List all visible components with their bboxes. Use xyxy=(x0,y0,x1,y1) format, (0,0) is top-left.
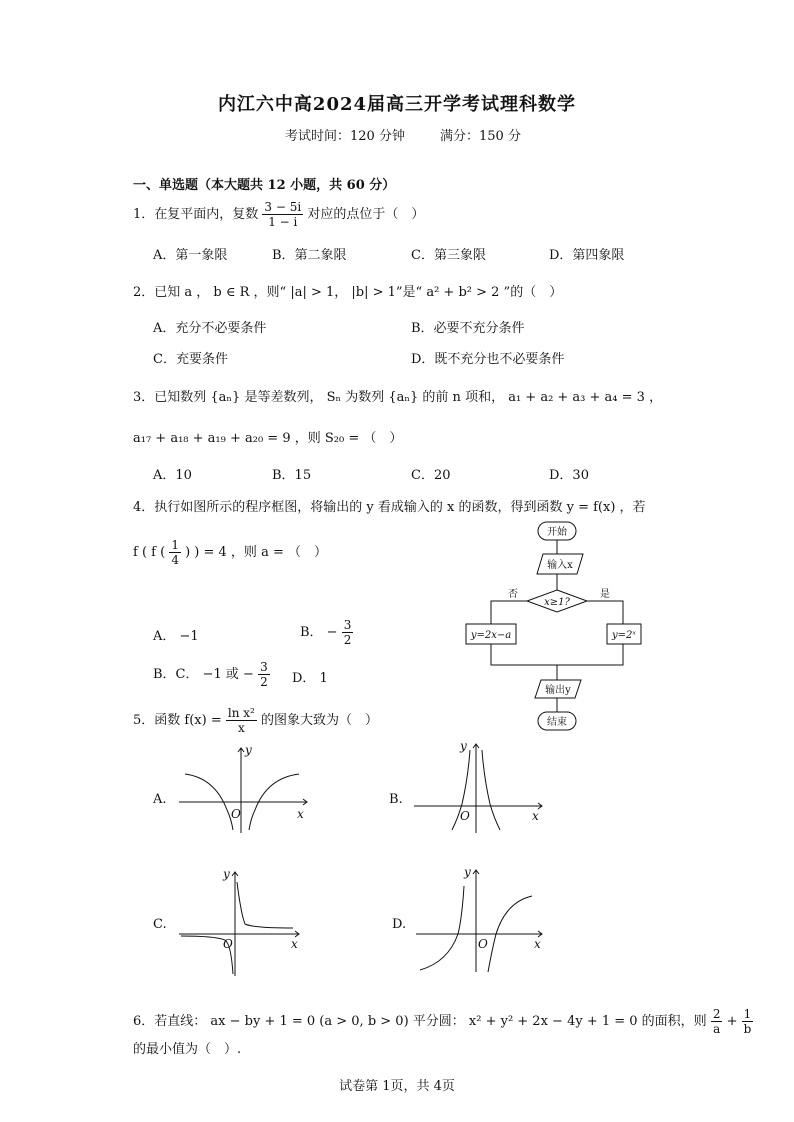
q4-option-c xyxy=(153,660,270,689)
graph-d xyxy=(412,862,550,976)
question-6-line2: 的最小值为（ ）. xyxy=(133,1042,242,1057)
graph-a xyxy=(175,740,315,835)
flow-input-label: 输入x xyxy=(547,560,573,571)
q4-option-b-prefix: B． − xyxy=(300,625,338,640)
q4-den: 4 xyxy=(171,553,179,567)
q1-fraction xyxy=(262,200,303,229)
question-4-line2 xyxy=(133,538,327,567)
graph-d-origin: O xyxy=(478,937,488,951)
q1-suffix: 对应的点位于（ ） xyxy=(307,207,425,222)
q1-num: 3 − 5i xyxy=(264,200,302,214)
q6-f1-num: 2 xyxy=(712,1007,721,1021)
question-1 xyxy=(133,200,424,229)
question-4-line1: 4．执行如图所示的程序框图，将输出的 y 看成输入的 x 的函数，得到函数 y = f(x) ，若 xyxy=(133,500,646,515)
q6-fraction-2 xyxy=(742,1007,754,1036)
q1-prefix: 1．在复平面内，复数 xyxy=(133,207,259,222)
q5-fraction xyxy=(226,706,257,735)
graph-b xyxy=(410,738,550,835)
q1-option-a: A．第一象限 xyxy=(153,248,228,263)
graph-a-label: A. xyxy=(153,792,167,807)
graph-a-x-label: x xyxy=(297,807,304,821)
q4-option-d: D． 1 xyxy=(292,671,328,686)
q2-option-d: D．既不充分也不必要条件 xyxy=(411,352,565,367)
flow-start-label: 开始 xyxy=(547,527,567,538)
graph-c-origin: O xyxy=(223,937,233,951)
q4-option-b xyxy=(300,618,353,647)
graph-b-origin: O xyxy=(460,809,470,823)
q2-option-b: B．必要不充分条件 xyxy=(411,321,525,336)
page-title: 内江六中高2024届高三开学考试理科数学 xyxy=(217,94,577,115)
q2-option-c: C．充要条件 xyxy=(153,352,228,367)
q4-option-c-prefix: B．C． −1 或 − xyxy=(153,667,254,682)
graph-b-curve-right xyxy=(482,750,500,830)
graph-b-label: B. xyxy=(389,792,403,807)
q4-option-b-num: 3 xyxy=(343,618,352,632)
q3-option-c: C．20 xyxy=(411,468,451,483)
flow-right-label: y=2ˣ xyxy=(612,630,636,641)
page-footer: 试卷第 1页，共 4页 xyxy=(339,1079,455,1094)
flowchart xyxy=(455,518,650,733)
q1-option-c: C．第三象限 xyxy=(411,248,486,263)
question-3-line1: 3．已知数列 {aₙ} 是等差数列， Sₙ 为数列 {aₙ} 的前 n 项和， a₁ + a₂ + a₃ + a₄ = 3 ， xyxy=(133,390,663,405)
graph-b-y-label: y xyxy=(460,739,467,753)
graph-b-x-label: x xyxy=(532,809,539,823)
q6-f2-num: 1 xyxy=(742,1007,754,1022)
graph-c-curve-right xyxy=(237,882,293,928)
q5-prefix: 5．函数 f(x) = xyxy=(133,713,222,728)
question-5 xyxy=(133,706,378,735)
flow-yes-label: 是 xyxy=(600,589,610,600)
flow-cond-label: x≥1? xyxy=(544,597,570,608)
q1-option-b: B．第二象限 xyxy=(272,248,347,263)
graph-d-x-label: x xyxy=(534,937,541,951)
q3-option-d: D．30 xyxy=(549,468,589,483)
q3-option-b: B．15 xyxy=(272,468,312,483)
q6-plus: + xyxy=(726,1014,738,1029)
graph-c xyxy=(175,864,310,980)
graph-a-origin: O xyxy=(231,807,241,821)
graph-d-curve-left xyxy=(420,886,464,970)
section-heading: 一、单选题（本大题共 12 小题，共 60 分） xyxy=(133,178,396,193)
q4-fx-prefix: f ( f ( xyxy=(133,545,166,560)
q2-option-a: A．充分不必要条件 xyxy=(153,321,267,336)
q6-f1-den: a xyxy=(713,1022,721,1036)
q3-option-a: A．10 xyxy=(153,468,192,483)
q4-option-b-den: 2 xyxy=(343,633,352,647)
q4-num: 1 xyxy=(171,538,179,552)
q1-den: 1 − i xyxy=(268,215,298,229)
graph-c-x-label: x xyxy=(291,937,298,951)
q4-option-c-den: 2 xyxy=(260,675,268,689)
q4-option-c-fraction xyxy=(258,660,270,689)
flow-left-label: y=2x−a xyxy=(470,630,512,641)
q4-fx-suffix: ) ) = 4 ，则 a = （ ） xyxy=(185,545,327,560)
q6-text: 6．若直线： ax − by + 1 = 0 (a > 0, b > 0) 平分圆： x² + y² + 2x − 4y + 1 = 0 的面积，则 xyxy=(133,1014,707,1029)
exam-time: 考试时间：120 分钟 xyxy=(285,129,405,144)
flow-no-label: 否 xyxy=(508,589,518,600)
flow-end-label: 结束 xyxy=(547,717,567,728)
q5-suffix: 的图象大致为（ ） xyxy=(260,713,378,728)
q4-option-c-num: 3 xyxy=(260,660,268,674)
q5-num: ln x² xyxy=(227,706,255,720)
full-score: 满分：150 分 xyxy=(440,129,521,144)
graph-c-label: C. xyxy=(153,917,167,932)
q4-option-b-fraction xyxy=(342,618,354,647)
graph-a-y-label: y xyxy=(245,743,252,757)
graph-d-label: D. xyxy=(392,917,407,932)
q4-fraction xyxy=(169,538,181,567)
q6-fraction-1 xyxy=(711,1007,723,1036)
flow-output-label: 输出y xyxy=(545,685,571,696)
q1-option-d: D．第四象限 xyxy=(549,248,625,263)
graph-d-y-label: y xyxy=(464,865,471,879)
q4-option-a: A． −1 xyxy=(153,629,199,644)
q5-den: x xyxy=(237,721,245,735)
graph-c-y-label: y xyxy=(223,867,230,881)
question-2: 2．已知 a ， b ∈ R ，则“ |a| > 1， |b| > 1”是“ a² + b² > 2 ”的（ ） xyxy=(133,285,563,300)
question-6-line1 xyxy=(133,1007,753,1036)
q6-f2-den: b xyxy=(743,1022,752,1036)
question-3-line2: a₁₇ + a₁₈ + a₁₉ + a₂₀ = 9 ，则 S₂₀ = （ ） xyxy=(133,431,403,446)
